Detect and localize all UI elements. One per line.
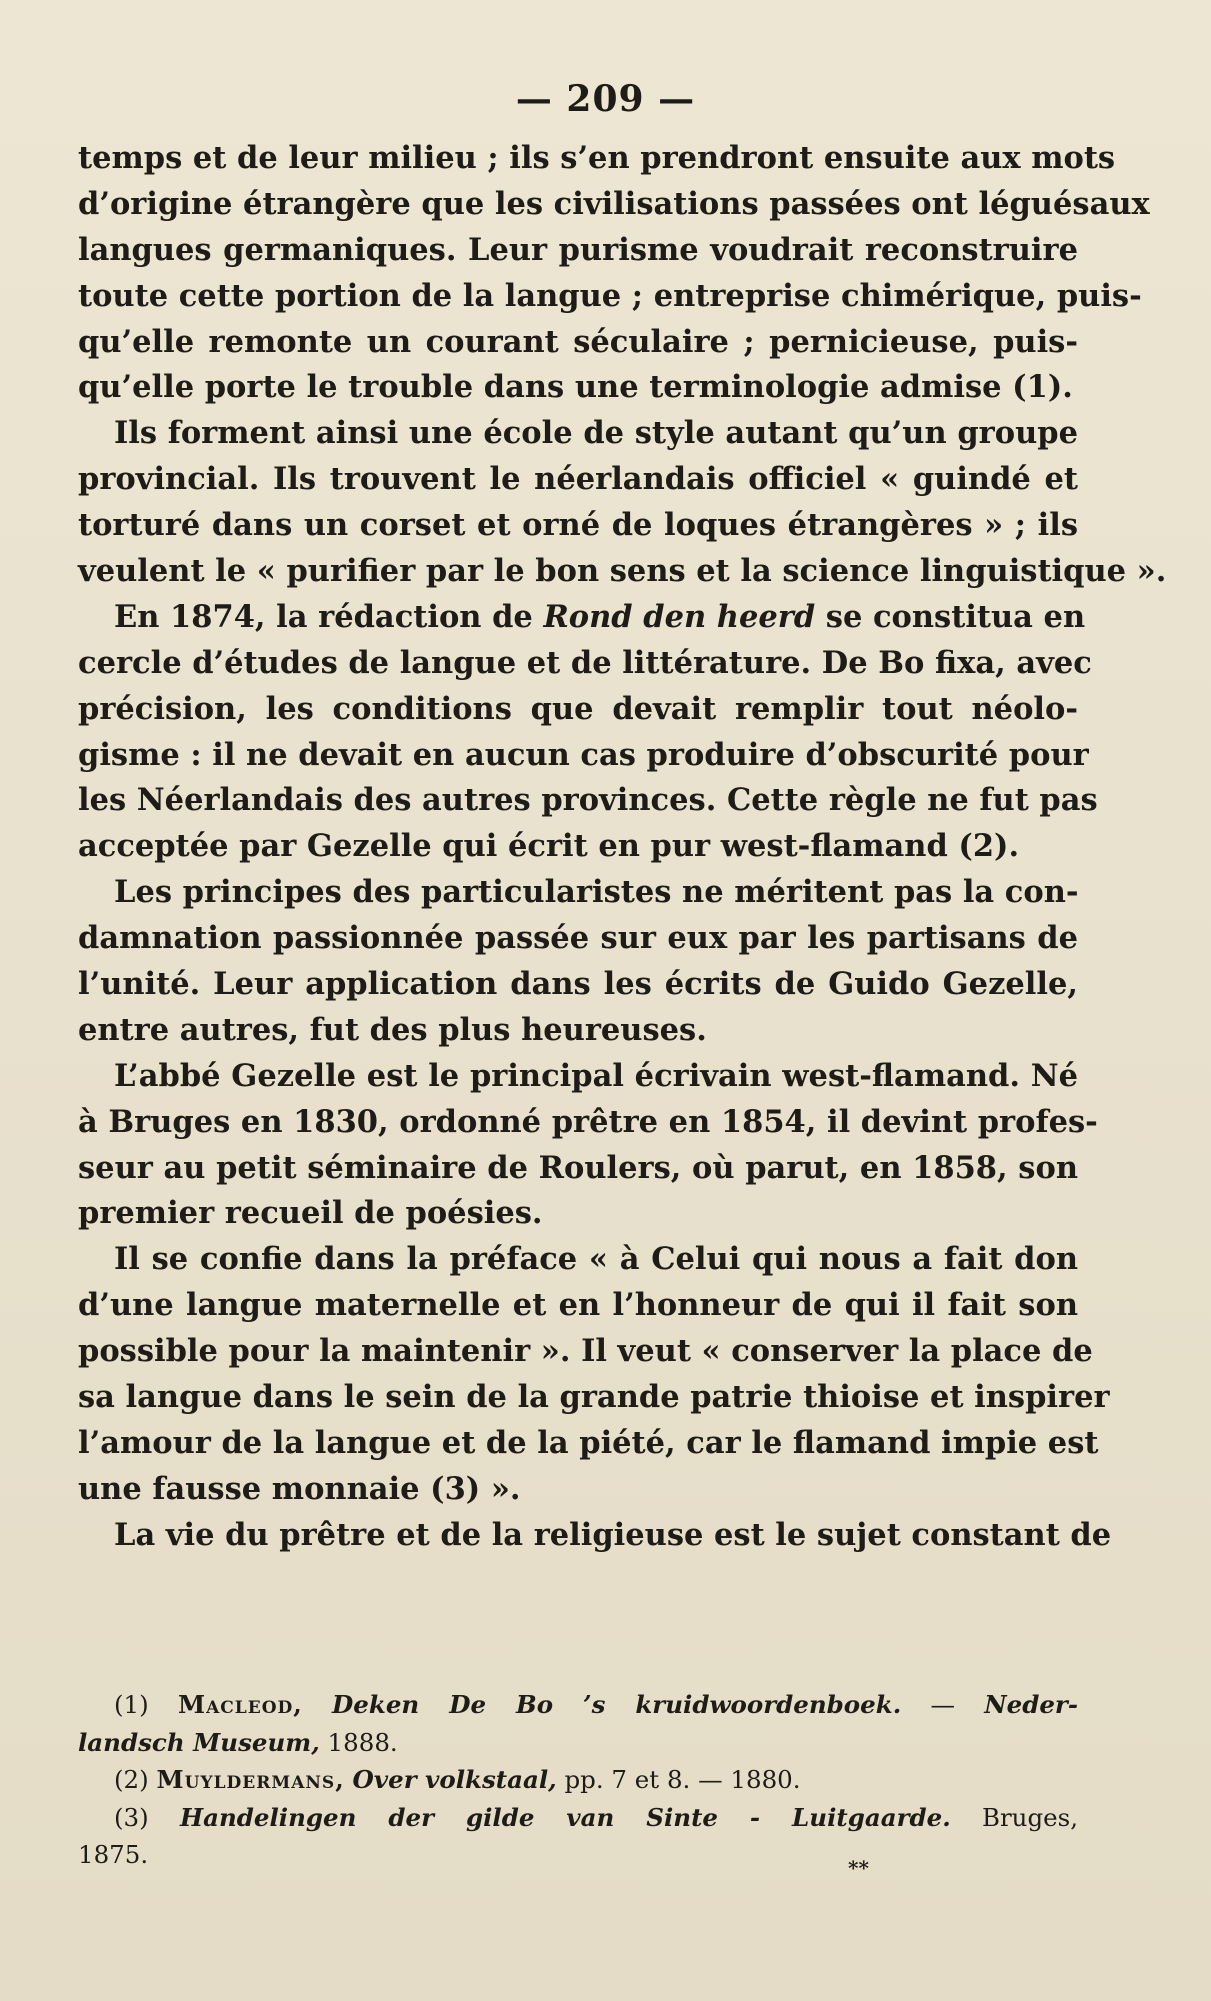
text-segment: En 1874, la rédaction de [114,598,544,635]
text-line: précision, les conditions que devait remplir tout néolo- [78,690,1078,727]
footnote-3-continued [78,1836,1078,1874]
text-line: damnation passionnée passée sur eux par les partisans de [78,920,1078,957]
text-line: premier recueil de poésies. [78,1195,543,1232]
text-line: possible pour la maintenir ». Il veut « conserver la place de [78,1333,1093,1370]
text-line: qu’elle remonte un courant séculaire ; pernicieuse, puis- [78,323,1078,360]
text-line: à Bruges en 1830, ordonné prêtre en 1854, il devint profes- [78,1103,1098,1140]
footnote-title: Deken De Bo ’s kruidwoordenboek. [332,1690,902,1719]
page-number: — 209 — [515,78,696,120]
text-line: Ils forment ainsi une école de style autant qu’un groupe [114,415,1078,452]
text-line: l’amour de la langue et de la piété, car le flamand impie est [78,1424,1099,1461]
text-line: d’origine étrangère que les civilisations passées ont léguésaux [78,185,1150,222]
text-line: cercle d’études de langue et de littérature. De Bo fixa, avec [78,644,1092,681]
text-line: gisme : il ne devait en aucun cas produire d’obscurité pour [78,736,1089,773]
text-line: langues germaniques. Leur purisme voudrait reconstruire [78,231,1078,268]
footnote-year: 1888. [319,1727,398,1757]
footnote-title: Handelingen der gilde van Sinte - Luitgaarde. [179,1802,951,1832]
text-line: provincial. Ils trouvent le néerlandais officiel « guindé et [78,461,1078,498]
footnote-details: Bruges, [950,1802,1078,1832]
text-line: les Néerlandais des autres provinces. Cette règle ne fut pas [78,782,1098,819]
footnote-title: landsch Museum, [78,1727,320,1757]
footnote-title: Over volkstaal, [352,1765,557,1794]
text-line: torturé dans un corset et orné de loques étrangères » ; ils [78,507,1078,544]
text-line: entre autres, fut des plus heureuses. [78,1011,707,1048]
footnote-2 [78,1761,1078,1799]
footnote-year: 1875. [78,1840,149,1869]
text-segment: se constitua en [815,598,1086,635]
footnote-3 [78,1799,1078,1837]
text-line: seur au petit séminaire de Roulers, où parut, en 1858, son [78,1149,1078,1186]
text-line: Les principes des particularistes ne méritent pas la con- [114,874,1079,911]
text-line: temps et de leur milieu ; ils s’en prendront ensuite aux mots [78,140,1116,176]
footnote-details: pp. 7 et 8. — 1880. [556,1765,801,1794]
footnote-1-continued [78,1724,1078,1762]
footnote-number: (1) [114,1690,149,1719]
footnote-number: (2) [114,1765,149,1794]
text-line [78,595,1086,641]
footnote-author: Macleod, [177,1690,303,1719]
text-line: une fausse monnaie (3) ». [78,1470,521,1507]
footnote-author: Muyldermans, [156,1765,345,1794]
journal-title: Rond den heerd [543,598,816,635]
signature-mark: ** [848,1856,869,1880]
text-line: toute cette portion de la langue ; entreprise chimérique, puis- [78,277,1142,314]
footnote-title: Neder- [984,1690,1078,1719]
text-line: acceptée par Gezelle qui écrit en pur west-flamand (2). [78,828,1020,865]
body-text [78,136,1167,1559]
text-line: veulent le « purifier par le bon sens et la science linguistique ». [78,553,1167,590]
footnote-1 [78,1686,1078,1724]
text-line: La vie du prêtre et de la religieuse est le sujet constant de [114,1516,1112,1553]
text-line: l’unité. Leur application dans les écrits de Guido Gezelle, [78,966,1078,1003]
text-line: Il se confie dans la préface « à Celui qui nous a fait don [114,1241,1078,1278]
text-line: qu’elle porte le trouble dans une terminologie admise (1). [78,369,1073,406]
text-line: d’une langue maternelle et en l’honneur de qui il fait son [78,1287,1078,1324]
footnote-number: (3) [114,1802,149,1832]
footnotes [78,1686,1078,1874]
footnote-separator: — [901,1690,985,1719]
text-line: sa langue dans le sein de la grande patrie thioise et inspirer [78,1379,1110,1416]
text-line: L’abbé Gezelle est le principal écrivain west-flamand. Né [114,1057,1078,1094]
